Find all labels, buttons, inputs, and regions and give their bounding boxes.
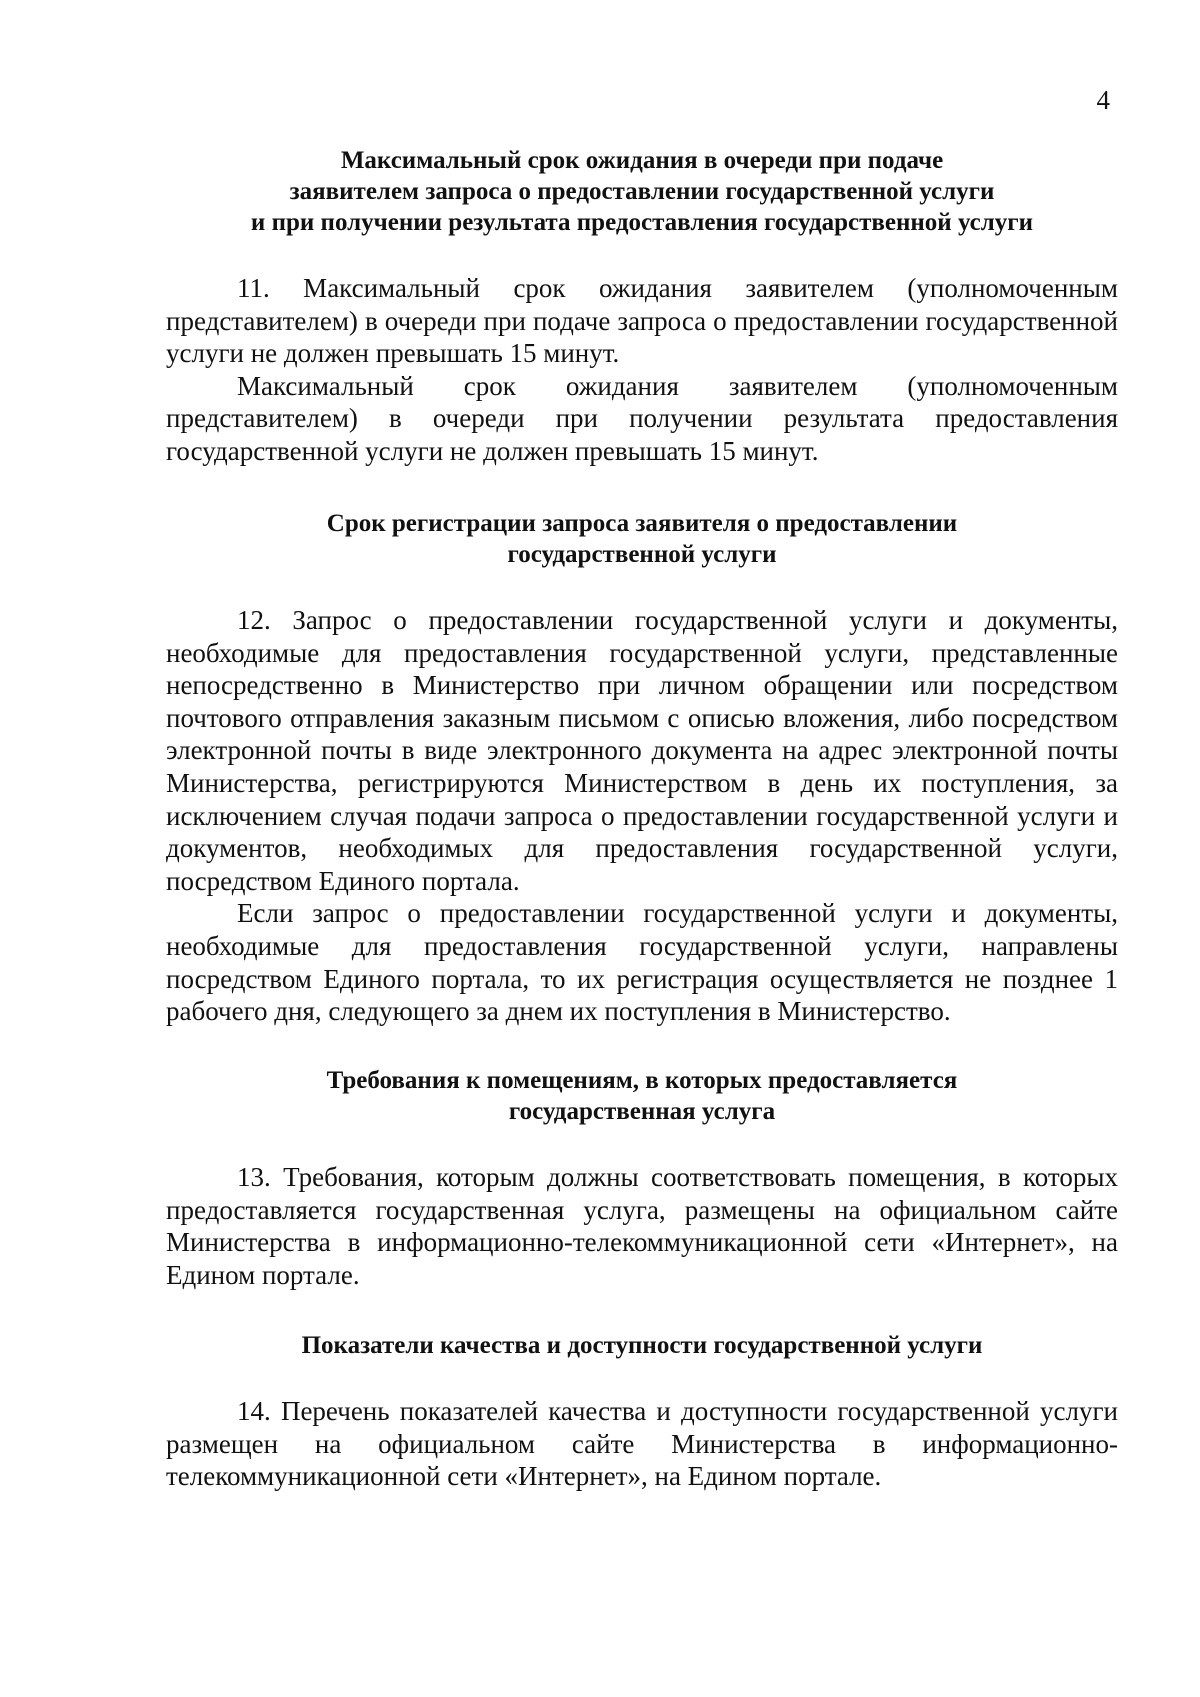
section-heading bbox=[166, 1330, 1118, 1361]
section-premises-requirements bbox=[166, 1065, 1118, 1291]
heading-line: государственная услуга bbox=[508, 1098, 776, 1125]
section-quality-indicators bbox=[166, 1330, 1118, 1493]
section-registration-period bbox=[166, 508, 1118, 1028]
paragraph: Максимальный срок ожидания заявителем (уполномоченным представителем) в очереди при получении результата предоставления государственной услуги не должен превышать 15 минут. bbox=[166, 370, 1118, 466]
section-queue-wait-time bbox=[166, 145, 1118, 468]
heading-line: Срок регистрации запроса заявителя о предоставлении bbox=[326, 510, 958, 537]
heading-line: Показатели качества и доступности государственной услуги bbox=[301, 1332, 983, 1359]
heading-line: заявителем запроса о предоставлении государственной услуги bbox=[289, 178, 995, 205]
page-number: 4 bbox=[1096, 85, 1110, 115]
paragraph-13: 13. Требования, которым должны соответствовать помещения, в которых предоставляется государственная услуга, размещены на официальном сайте Министерства в информационно-телекоммуникационной сети «Интернет», на Едином портале. bbox=[166, 1162, 1118, 1290]
heading-line: государственной услуги bbox=[507, 541, 777, 568]
paragraph-11: 11. Максимальный срок ожидания заявителем (уполномоченным представителем) в очереди при подаче запроса о предоставлении государственной услуги не должен превышать 15 минут. bbox=[166, 273, 1118, 369]
paragraph-14: 14. Перечень показателей качества и доступности государственной услуги размещен на официальном сайте Министерства в информационно-телекоммуникационной сети «Интернет», на Едином портале. bbox=[166, 1396, 1118, 1492]
section-heading bbox=[166, 1065, 1118, 1127]
heading-line: и при получении результата предоставления государственной услуги bbox=[250, 209, 1034, 236]
paragraph-12: 12. Запрос о предоставлении государственной услуги и документы, необходимые для предоставления государственной услуги, представленные непосредственно в Министерство при личном обращении или посредством почтового отправления заказным письмом с описью вложения, либо посредством электронной почты в виде электронного документа на адрес электронной почты Министерства, регистрируются Министерством в день их поступления, за исключением случая подачи запроса о предоставлении государственной услуги и документов, необходимых для предоставления государственной услуги, посредством Единого портала. bbox=[166, 605, 1118, 896]
paragraph: Если запрос о предоставлении государственной услуги и документы, необходимые для предоставления государственной услуги, направлены посредством Единого портала, то их регистрация осуществляется не позднее 1 рабочего дня, следующего за днем их поступления в Министерство. bbox=[166, 898, 1118, 1027]
section-heading bbox=[166, 508, 1118, 570]
heading-line: Максимальный срок ожидания в очереди при подаче bbox=[340, 147, 944, 174]
section-heading bbox=[166, 145, 1118, 238]
heading-line: Требования к помещениям, в которых предоставляется bbox=[326, 1067, 958, 1094]
